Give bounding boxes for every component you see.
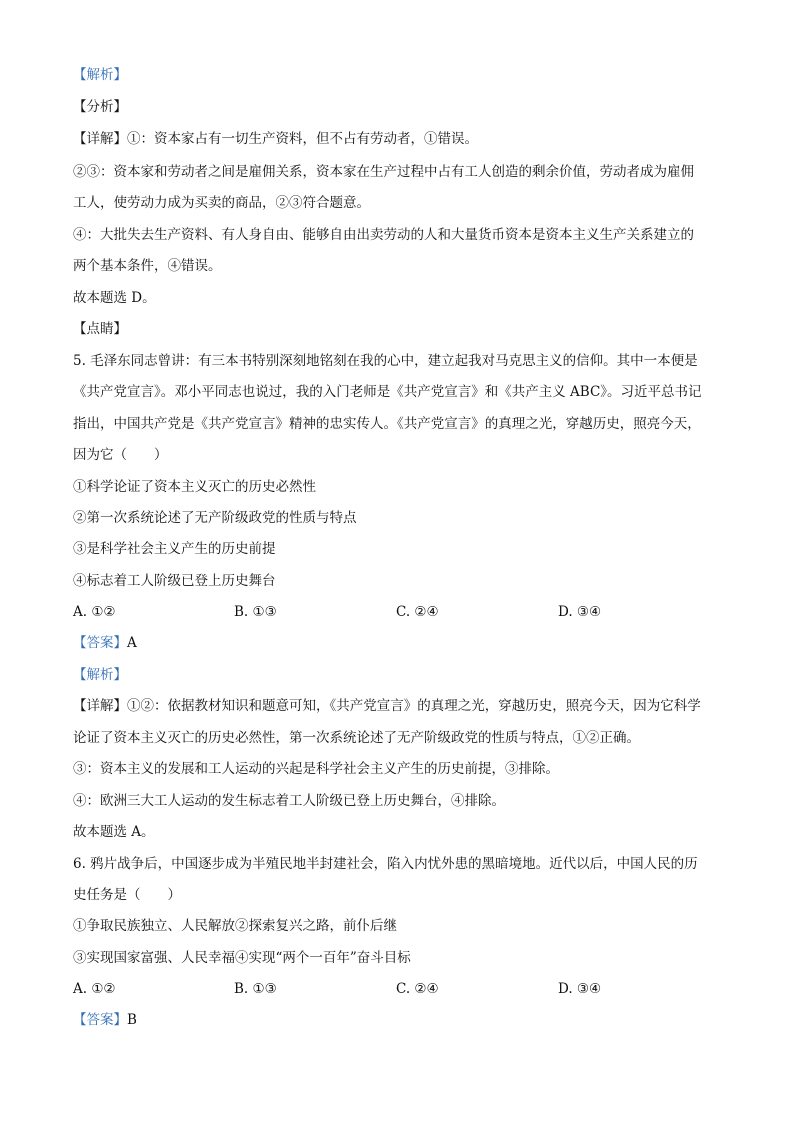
question-5-statement: ③是科学社会主义产生的历史前提 — [73, 541, 276, 557]
detail-line: ④：大批失去生产资料、有人身自由、能够自由出卖劳动的人和大量货币资本是资本主义生产关系建立的 — [73, 227, 694, 243]
conclusion: 故本题选 A。 — [73, 824, 155, 840]
question-5-option-a: A. ①② — [73, 604, 116, 620]
detail-line: ④：欧洲三大工人运动的发生标志着工人阶级已登上历史舞台，④排除。 — [73, 793, 505, 809]
question-5-stem: 5. 毛泽东同志曾讲：有三本书特别深刻地铭刻在我的心中，建立起我对马克思主义的信仰。其中一本便是 — [73, 353, 698, 369]
question-5-statement: ①科学论证了资本主义灭亡的历史必然性 — [73, 479, 316, 495]
detail-line: 【详解】①：资本家占有一切生产资料，但不占有劳动者，①错误。 — [73, 131, 478, 147]
question-6-option-c: C. ②④ — [396, 981, 439, 997]
question-5-statement: ④标志着工人阶级已登上历史舞台 — [73, 573, 276, 589]
detail-line: 【详解】①②：依据教材知识和题意可知，《共产党宣言》的真理之光，穿越历史，照亮今天，因为它科学 — [73, 698, 701, 714]
question-5-option-b: B. ①③ — [234, 604, 277, 620]
answer-6 — [73, 1011, 137, 1029]
detail-line: 论证了资本主义灭亡的历史必然性，第一次系统论述了无产阶级政党的性质与特点，①②正确。 — [73, 730, 640, 746]
question-6-option-d: D. ③④ — [558, 981, 602, 997]
answer-5 — [73, 634, 137, 652]
answer-value: A — [127, 635, 137, 651]
detail-line: 两个基本条件，④错误。 — [73, 258, 222, 274]
question-5-stem: 因为它（ ） — [73, 447, 168, 463]
question-5-option-d: D. ③④ — [558, 604, 602, 620]
question-6-statement: ①争取民族独立、人民解放②探索复兴之路，前仆后继 — [73, 918, 397, 934]
answer-tag: 【答案】 — [73, 1012, 127, 1028]
conclusion: 故本题选 D。 — [73, 290, 156, 306]
question-6-stem: 史任务是（ ） — [73, 887, 181, 903]
detail-line: ③：资本主义的发展和工人运动的兴起是科学社会主义产生的历史前提，③排除。 — [73, 761, 559, 777]
question-5-stem: 《共产党宣言》。邓小平同志也说过，我的入门老师是《共产党宣言》和《共产主义 ABC》。习近平总书记 — [73, 384, 702, 400]
question-6-stem: 6. 鸦片战争后，中国逐步成为半殖民地半封建社会，陷入内忧外患的黑暗境地。近代以后，中国人民的历 — [73, 856, 698, 872]
question-6-statement: ③实现国家富强、人民幸福④实现“两个一百年”奋斗目标 — [73, 950, 411, 966]
question-6-option-b: B. ①③ — [234, 981, 277, 997]
analysis-tag: 【解析】 — [73, 667, 127, 683]
fenxi-heading: 【分析】 — [73, 99, 127, 115]
analysis-tag: 【解析】 — [73, 67, 127, 83]
question-5-stem: 指出，中国共产党是《共产党宣言》精神的忠实传人。《共产党宣言》的真理之光，穿越历史，照亮今天， — [73, 416, 701, 432]
question-6-option-a: A. ①② — [73, 981, 116, 997]
question-5-option-c: C. ②④ — [396, 604, 439, 620]
detail-line: ②③：资本家和劳动者之间是雇佣关系，资本家在生产过程中占有工人创造的剩余价值，劳动者成为雇佣 — [73, 164, 694, 180]
answer-tag: 【答案】 — [73, 635, 127, 651]
detail-line: 工人，使劳动力成为买卖的商品，②③符合题意。 — [73, 195, 370, 211]
dianjing-heading: 【点睛】 — [73, 321, 127, 337]
answer-value: B — [127, 1012, 137, 1028]
question-5-statement: ②第一次系统论述了无产阶级政党的性质与特点 — [73, 510, 357, 526]
